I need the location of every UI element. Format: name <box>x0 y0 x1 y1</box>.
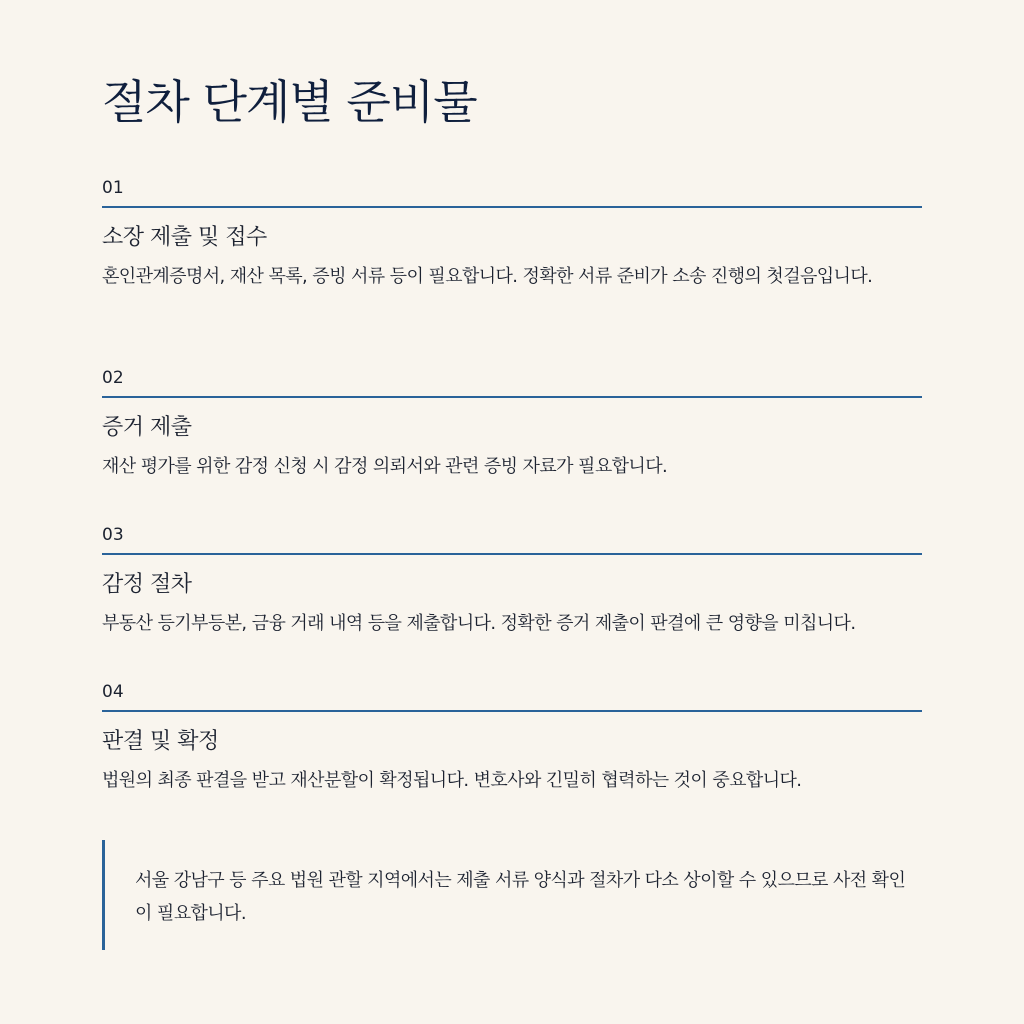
divider <box>102 553 922 555</box>
note-text: 서울 강남구 등 주요 법원 관할 지역에서는 제출 서류 양식과 절차가 다소 상이할 수 있으므로 사전 확인이 필요합니다. <box>135 870 906 924</box>
step-description: 혼인관계증명서, 재산 목록, 증빙 서류 등이 필요합니다. 정확한 서류 준비가 소송 진행의 첫걸음입니다. <box>102 266 873 287</box>
step-2 <box>102 368 922 483</box>
step-heading: 증거 제출 <box>102 415 192 440</box>
divider <box>102 710 922 712</box>
note-callout <box>102 840 922 950</box>
step-heading: 소장 제출 및 접수 <box>102 225 267 250</box>
step-number: 01 <box>102 178 124 198</box>
step-number: 04 <box>102 682 124 702</box>
step-description: 재산 평가를 위한 감정 신청 시 감정 의뢰서와 관련 증빙 자료가 필요합니다. <box>102 456 668 477</box>
step-3 <box>102 525 922 640</box>
divider <box>102 206 922 208</box>
step-number: 02 <box>102 368 124 388</box>
step-heading: 판결 및 확정 <box>102 729 219 754</box>
step-1 <box>102 178 922 293</box>
step-4 <box>102 682 922 797</box>
step-description: 법원의 최종 판결을 받고 재산분할이 확정됩니다. 변호사와 긴밀히 협력하는 것이 중요합니다. <box>102 770 802 791</box>
divider <box>102 396 922 398</box>
step-description: 부동산 등기부등본, 금융 거래 내역 등을 제출합니다. 정확한 증거 제출이 판결에 큰 영향을 미칩니다. <box>102 613 856 634</box>
page-title: 절차 단계별 준비물 <box>102 75 477 129</box>
step-number: 03 <box>102 525 124 545</box>
step-heading: 감정 절차 <box>102 572 192 597</box>
